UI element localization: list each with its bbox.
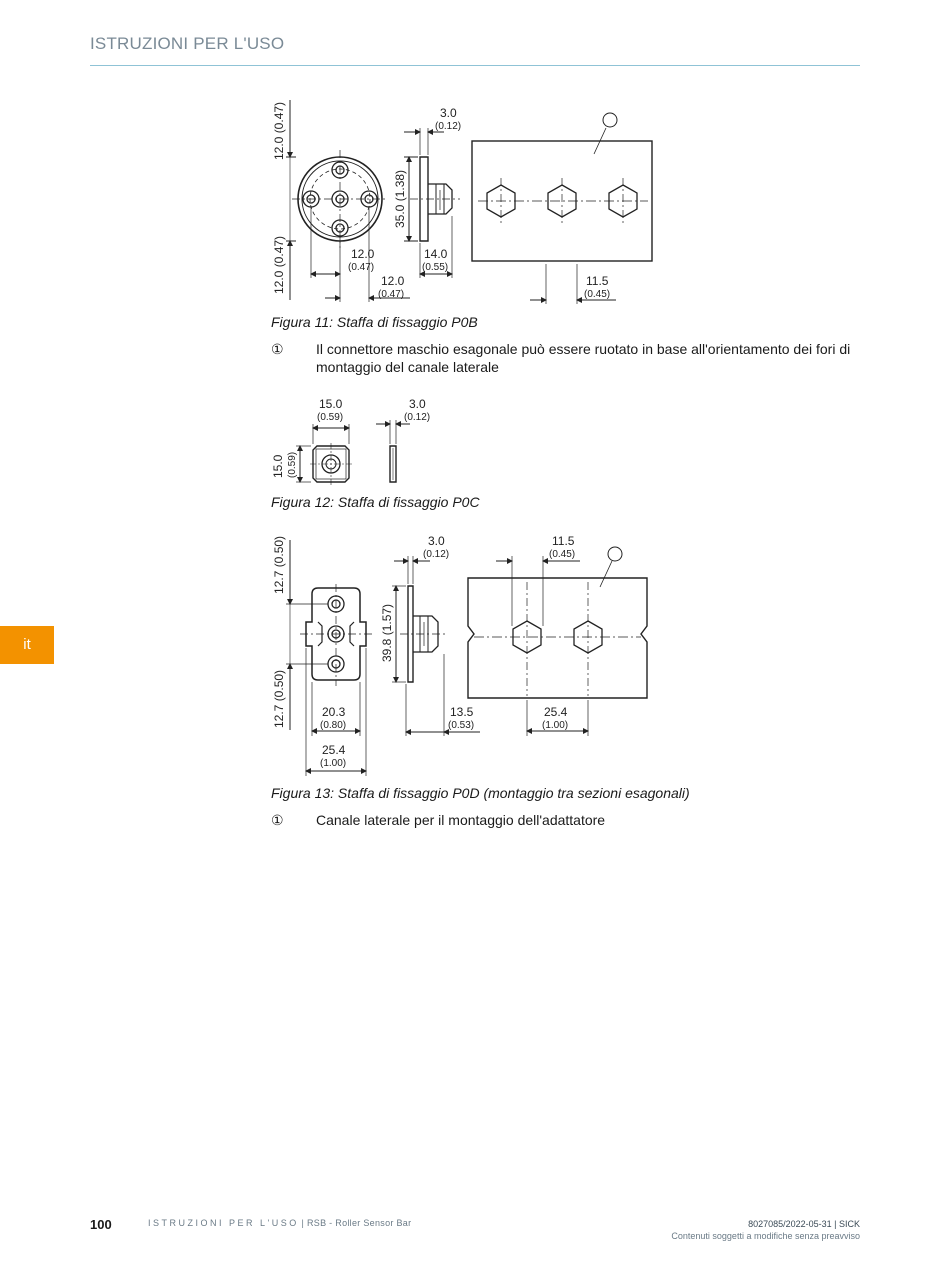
- fig13-dim-top: 12.7 (0.50): [272, 535, 286, 594]
- fig12-dim-thickness: 3.0: [409, 397, 426, 411]
- fig13-dim-pitch-in: (0.45): [549, 549, 576, 560]
- footer-product: | RSB - Roller Sensor Bar: [298, 1218, 412, 1228]
- fig11-dim-thickness: 3.0: [440, 106, 457, 120]
- fig11-dim-depth: 14.0: [424, 247, 448, 261]
- fig11-dim-depth-in: (0.55): [422, 262, 449, 273]
- fig12-dim-width-in: (0.59): [317, 412, 344, 423]
- fig13-dim-width1-in: (0.80): [320, 720, 347, 731]
- fig11-dim-pitch: 11.5: [586, 274, 609, 288]
- fig13-dim-spacing-in: (1.00): [542, 720, 569, 731]
- legend-text: Il connettore maschio esagonale può essere ruotato in base all'orientamento dei fori di montaggio del canale laterale: [316, 341, 851, 375]
- footer-document-title: [148, 1218, 411, 1228]
- language-tab[interactable]: it: [0, 626, 54, 664]
- fig13-dim-height: 39.8 (1.57): [380, 603, 394, 662]
- figure-11-caption: Figura 11: Staffa di fissaggio P0B: [271, 314, 478, 330]
- fig12-dim-thickness-in: (0.12): [404, 412, 431, 423]
- figure-12-caption: Figura 12: Staffa di fissaggio P0C: [271, 494, 480, 510]
- fig13-dim-depth: 13.5: [450, 705, 474, 719]
- fig13-dim-bottom: 12.7 (0.50): [272, 669, 286, 728]
- fig13-dim-width2-in: (1.00): [320, 758, 347, 769]
- fig11-dim-bottom: 12.0 (0.47): [272, 235, 286, 294]
- fig12-dim-height-in: (0.59): [287, 451, 298, 478]
- legend-text: Canale laterale per il montaggio dell'adattatore: [316, 812, 606, 828]
- footer-doc-type: ISTRUZIONI PER L'USO: [148, 1218, 299, 1228]
- figure-13-dimension-labels: [272, 534, 610, 769]
- page-number: 100: [90, 1217, 112, 1232]
- fig13-dim-pitch: 11.5: [552, 534, 575, 548]
- fig13-dim-width1: 20.3: [322, 705, 346, 719]
- fig13-dim-thickness-in: (0.12): [423, 549, 450, 560]
- fig13-dim-spacing: 25.4: [544, 705, 568, 719]
- fig11-dim-height: 35.0 (1.38): [393, 169, 407, 228]
- footer-notice: Contenuti soggetti a modifiche senza preavviso: [671, 1231, 860, 1241]
- page-header-title: ISTRUZIONI PER L'USO: [90, 34, 285, 53]
- fig11-dim-width2: 12.0: [381, 274, 405, 288]
- fig11-dim-width2-in: (0.47): [378, 289, 405, 300]
- legend-number: ①: [271, 812, 284, 828]
- figure-13-caption: Figura 13: Staffa di fissaggio P0D (montaggio tra sezioni esagonali): [271, 785, 690, 801]
- fig11-dim-width1: 12.0: [351, 247, 375, 261]
- fig13-dim-thickness: 3.0: [428, 534, 445, 548]
- figure-12-dimension-labels: [271, 397, 430, 478]
- footer-reference: [671, 1218, 860, 1242]
- fig13-dim-width2: 25.4: [322, 743, 346, 757]
- fig12-dim-width: 15.0: [319, 397, 343, 411]
- fig11-dim-thickness-in: (0.12): [435, 121, 462, 132]
- fig11-dim-top: 12.0 (0.47): [272, 101, 286, 160]
- legend-number: ①: [271, 341, 284, 357]
- fig13-dim-depth-in: (0.53): [448, 720, 475, 731]
- footer-doc-reference: 8027085/2022-05-31 | SICK: [748, 1219, 860, 1229]
- fig11-dim-pitch-in: (0.45): [584, 289, 611, 300]
- figure-12-drawing: [296, 420, 410, 485]
- fig11-dim-width1-in: (0.47): [348, 262, 375, 273]
- figure-13-drawing: [286, 540, 647, 776]
- fig12-dim-height: 15.0: [271, 454, 285, 478]
